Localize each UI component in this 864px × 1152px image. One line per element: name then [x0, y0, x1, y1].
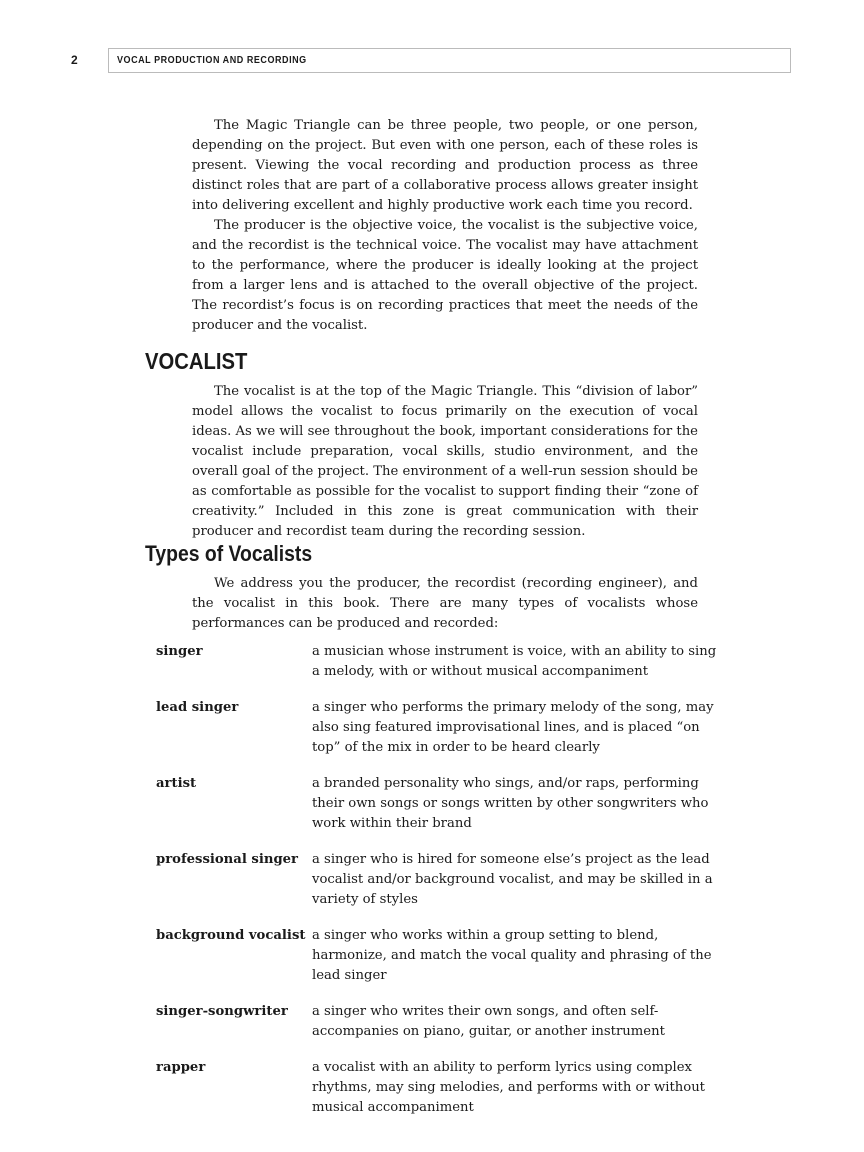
paragraph: We address you the producer, the recordist (recording engineer), and the vocalist in this book. There are many types of vocalists whose performances can be produced and recorded:: [192, 576, 698, 631]
term: singer-songwriter: [156, 1004, 288, 1019]
section-heading-types: Types of Vocalists: [145, 541, 313, 566]
definition-row: [156, 642, 726, 682]
section-heading-vocalist: VOCALIST: [145, 348, 248, 374]
vocalist-section: [192, 382, 698, 542]
paragraph: The Magic Triangle can be three people, two people, or one person, depending on the project. But even with one person, each of these roles is present. Viewing the vocal recording and production process as three distinct roles that are part of a collaborative process allows greater insight into delivering excellent and highly productive work each time you record.: [192, 118, 698, 213]
definition-list: [156, 642, 726, 1134]
definition: a singer who is hired for someone else’s project as the lead vocalist and/or background vocalist, and may be skilled in a variety of styles: [312, 852, 713, 907]
intro-section: [192, 116, 698, 336]
page-number: 2: [71, 53, 78, 67]
term: background vocalist: [156, 928, 306, 943]
definition: a singer who writes their own songs, and often self-accompanies on piano, guitar, or another instrument: [312, 1004, 665, 1039]
definition: a singer who works within a group setting to blend, harmonize, and match the vocal quality and phrasing of the lead singer: [312, 928, 712, 983]
definition-row: [156, 1002, 726, 1042]
term: singer: [156, 644, 203, 659]
definition: a branded personality who sings, and/or raps, performing their own songs or songs written by other songwriters who work within their brand: [312, 776, 709, 831]
types-section: [192, 574, 698, 634]
term: rapper: [156, 1060, 206, 1075]
definition: a singer who performs the primary melody of the song, may also sing featured improvisational lines, and is placed “on top” of the mix in order to be heard clearly: [312, 700, 714, 755]
definition-row: [156, 774, 726, 834]
definition: a vocalist with an ability to perform lyrics using complex rhythms, may sing melodies, and performs with or without musical accompaniment: [312, 1060, 705, 1115]
definition-row: [156, 698, 726, 758]
paragraph: The vocalist is at the top of the Magic Triangle. This “division of labor” model allows the vocalist to focus primarily on the execution of vocal ideas. As we will see throughout the book, important considerations for the vocalist include preparation, vocal skills, studio environment, and the overall goal of the project. The environment of a well-run session should be as comfortable as possible for the vocalist to support finding their “zone of creativity.” Included in this zone is great communication with their producer and recordist team during the recording session.: [192, 384, 698, 539]
definition-row: [156, 850, 726, 910]
term: lead singer: [156, 700, 239, 715]
term: professional singer: [156, 852, 298, 867]
running-title: VOCAL PRODUCTION AND RECORDING: [117, 55, 307, 66]
running-header: [108, 48, 791, 73]
definition: a musician whose instrument is voice, with an ability to sing a melody, with or without musical accompaniment: [312, 644, 717, 679]
definition-row: [156, 926, 726, 986]
term: artist: [156, 776, 197, 791]
paragraph: The producer is the objective voice, the vocalist is the subjective voice, and the recordist is the technical voice. The vocalist may have attachment to the performance, where the producer is ideally looking at the project from a larger lens and is attached to the overall objective of the project. The recordist’s focus is on recording practices that meet the needs of the producer and the vocalist.: [192, 218, 698, 333]
definition-row: [156, 1058, 726, 1118]
